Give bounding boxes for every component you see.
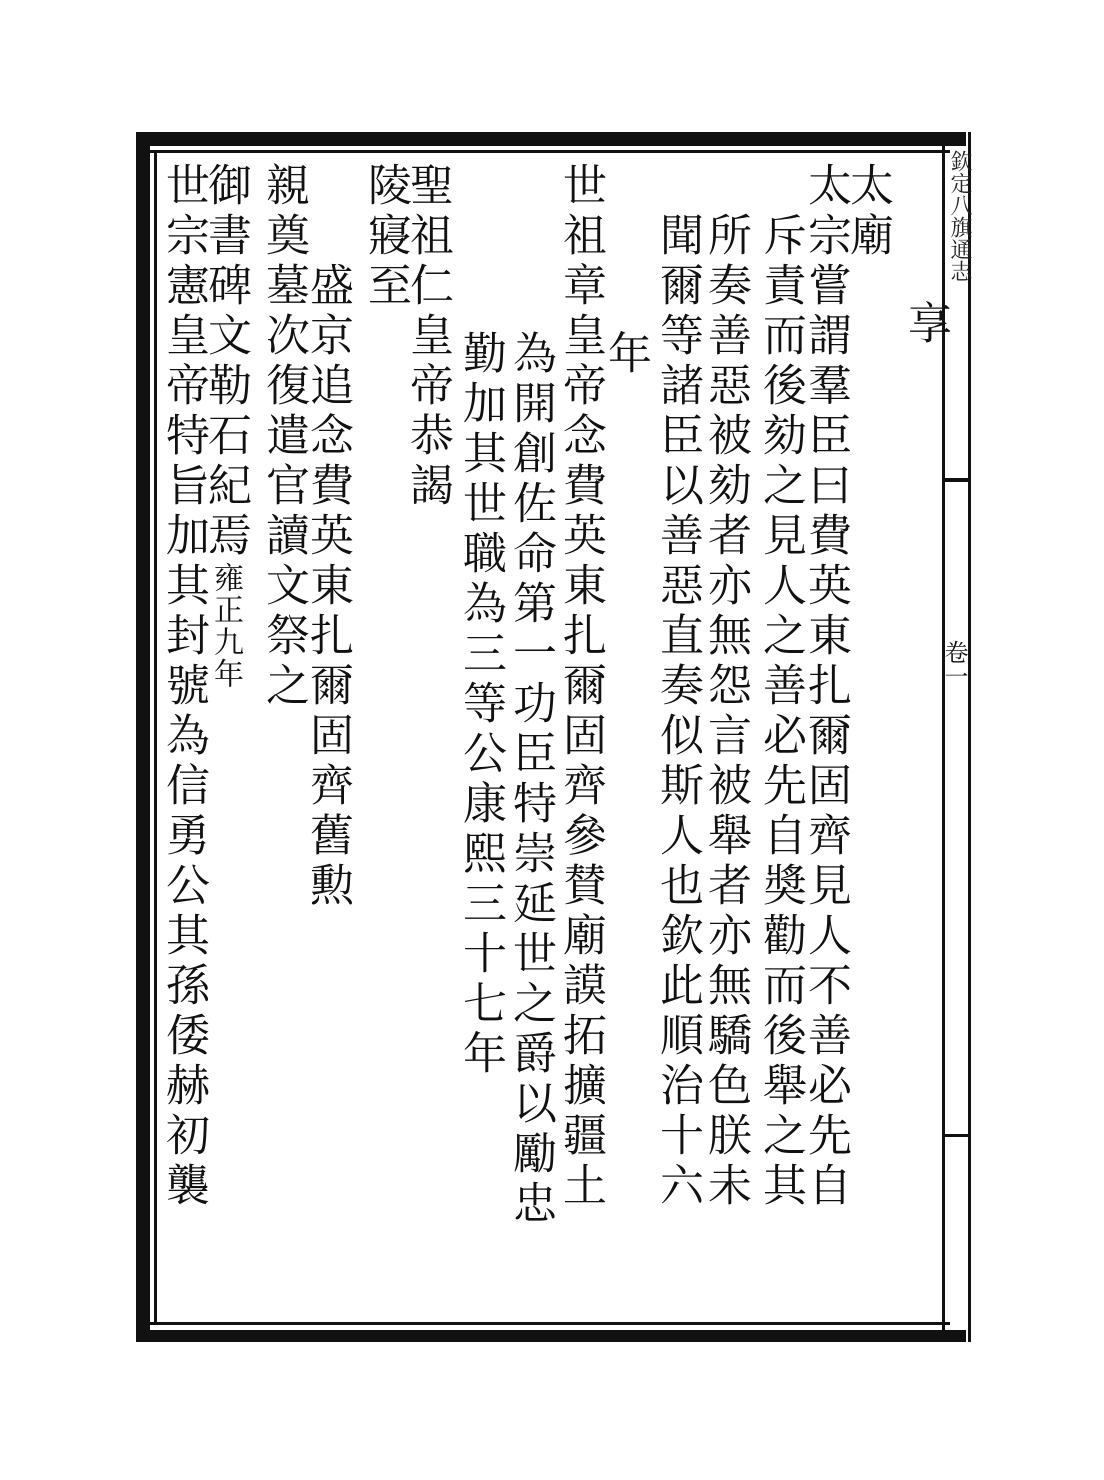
text-column xyxy=(158,162,208,1212)
column-text: 享 xyxy=(900,300,951,350)
banxin-title: 欽定八旗通志 xyxy=(947,150,972,282)
column-annotation: 雍正九年 xyxy=(208,562,243,690)
banxin-juan: 卷一 xyxy=(940,640,968,688)
column-text: 太宗嘗謂羣臣曰費英東扎爾固齊見人不善必先自 xyxy=(800,162,851,1212)
column-text: 世宗憲皇帝特旨加其封號為信勇公其孫倭赫初襲 xyxy=(158,162,209,1212)
column-text: 親奠墓次復遣官讀文祭之 xyxy=(258,162,309,712)
column-text: 世祖章皇帝念費英東扎爾固齊參賛廟謨拓擴疆土 xyxy=(555,162,606,1212)
text-column xyxy=(600,330,650,380)
inner-left-border xyxy=(154,150,157,1325)
text-column xyxy=(755,212,805,1212)
column-text: 聖祖仁皇帝恭謁 xyxy=(402,162,453,512)
text-column xyxy=(258,162,308,712)
column-text: 勤加其世職為三等公康熙三十七年 xyxy=(455,330,506,1080)
column-text: 為開創佐命第一功臣特崇延世之爵以勵忠 xyxy=(505,330,556,1230)
column-text: 盛京追念費英東扎爾固齊舊勲 xyxy=(302,262,353,912)
column-text: 斥責而後劾之見人之善必先自奬勸而後舉之其 xyxy=(755,212,806,1212)
column-text: 所奏善惡被劾者亦無怨言被舉者亦無驕色朕未 xyxy=(700,212,751,1212)
text-column xyxy=(555,162,605,1212)
text-column xyxy=(900,300,950,350)
text-column xyxy=(700,212,750,1212)
column-text: 陵寢至 xyxy=(360,162,411,312)
text-column xyxy=(455,330,505,1080)
inner-top-border xyxy=(150,150,950,153)
column-text: 聞爾等諸臣以善惡直奏似斯人也欽此順治十六 xyxy=(652,212,703,1212)
inner-bottom-border xyxy=(150,1322,950,1325)
text-column xyxy=(505,330,555,1230)
text-column xyxy=(360,162,410,312)
column-text: 太廟 xyxy=(842,162,893,262)
banxin-bottom-mark xyxy=(944,1134,970,1137)
text-column xyxy=(652,212,702,1212)
text-column xyxy=(800,162,850,1212)
text-column xyxy=(302,262,352,912)
column-text: 年 xyxy=(600,330,651,380)
column-text: 御書碑文勒石紀焉 xyxy=(200,162,251,562)
frame-top-border xyxy=(136,132,966,146)
frame-bottom-border xyxy=(136,1330,966,1342)
frame-left-border xyxy=(136,132,150,1342)
fishtail-mark xyxy=(944,478,970,482)
